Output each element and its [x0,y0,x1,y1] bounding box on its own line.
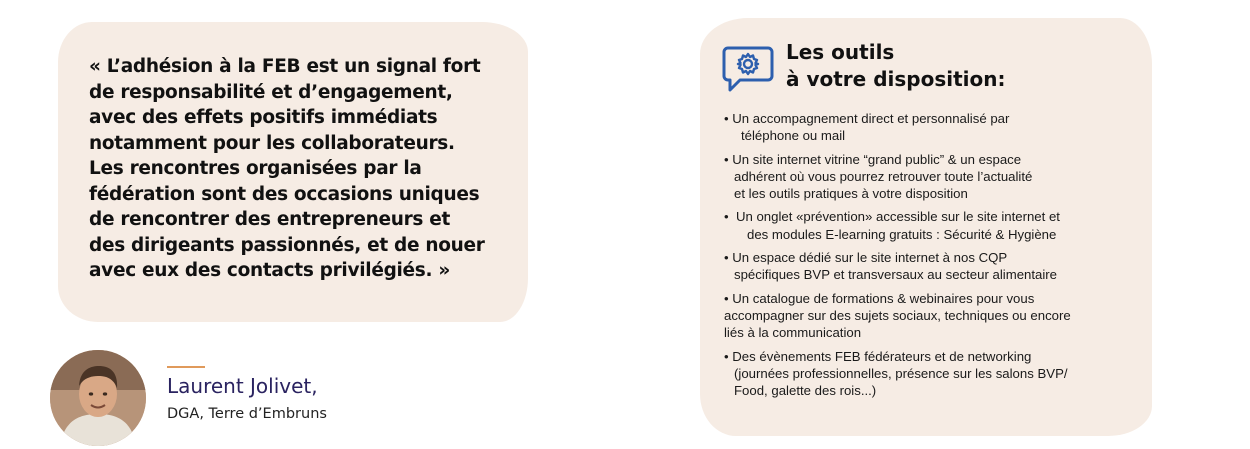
list-item-line: • Un catalogue de formations & webinaires pour vous [724,290,1124,307]
list-item-line: • Des évènements FEB fédérateurs et de networking [724,348,1124,365]
list-item-line: liés à la communication [724,325,862,341]
list-item [724,290,1124,342]
quote-line: avec des effets positifs immédiats [89,107,438,128]
list-item [724,110,1124,145]
list-item-line: • Un site internet vitrine “grand public” & un espace [724,151,1124,168]
author-name: Laurent Jolivet, [167,374,318,398]
author-photo-illustration [50,350,146,446]
list-item-line: accompagner sur des sujets sociaux, techniques ou encore [724,307,1071,323]
list-item [724,348,1124,400]
list-item-line: Food, galette des rois...) [734,383,877,399]
tools-title [786,39,1005,93]
list-item [724,208,1124,243]
author-avatar [50,350,146,446]
author-role: DGA, Terre d’Embruns [167,406,327,422]
quote-line: Les rencontres organisées par la [89,158,422,179]
author-accent-line [167,366,205,368]
list-item-line: téléphone ou mail [741,128,846,144]
testimonial-quote [89,54,499,284]
list-item-line: spécifiques BVP et transversaux au secteur alimentaire [734,267,1058,283]
gear-speech-bubble-icon [722,44,774,94]
list-item [724,151,1124,203]
quote-line: fédération sont des occasions uniques [89,183,480,205]
tools-list [724,110,1124,405]
quote-line: « L’adhésion à la FEB est un signal fort [89,56,481,77]
tools-title-line: à votre disposition: [786,67,1006,91]
quote-line: notamment pour les collaborateurs. [89,132,455,154]
quote-line: de rencontrer des entrepreneurs et [89,209,451,230]
list-item-line: • Un accompagnement direct et personnalisé par [724,110,1124,127]
tools-title-line: Les outils [786,40,895,64]
quote-line: de responsabilité et d’engagement, [89,81,453,103]
list-item-line: et les outils pratiques à votre disposition [734,186,968,202]
list-item-line: • Un espace dédié sur le site internet à nos CQP [724,249,1124,266]
quote-line: avec eux des contacts privilégiés. » [89,260,451,281]
quote-line: des dirigeants passionnés, et de nouer [89,234,485,256]
list-item-line: • Un onglet «prévention» accessible sur le site internet et [724,208,1124,225]
list-item [724,249,1124,284]
list-item-line: (journées professionnelles, présence sur les salons BVP/ [734,365,1068,381]
list-item-line: adhérent où vous pourrez retrouver toute l’actualité [734,168,1033,184]
list-item-line: des modules E-learning gratuits : Sécurité & Hygiène [747,226,1057,242]
